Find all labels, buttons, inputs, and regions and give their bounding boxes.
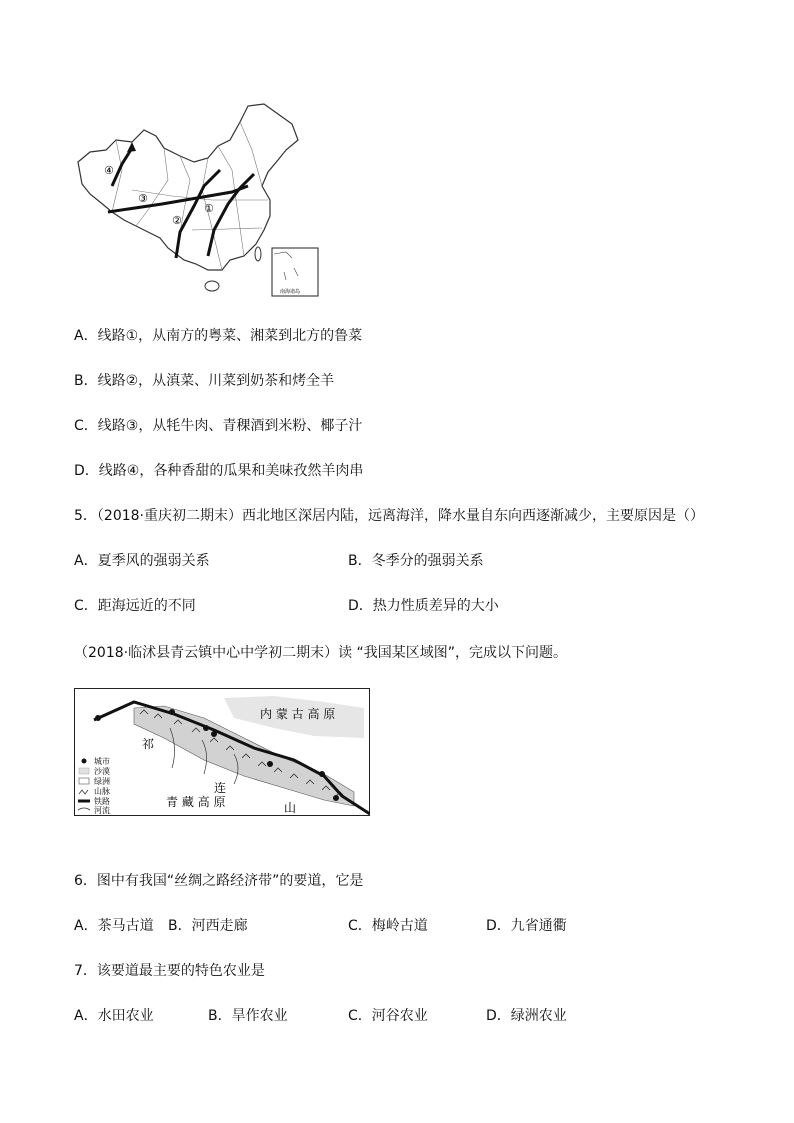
section-intro: （2018·临沭县青云镇中心中学初二期末）读 “我国某区域图”，完成以下问题。 — [74, 645, 568, 661]
q6-option-c: C．梅岭古道 — [348, 918, 428, 934]
hainan-island — [205, 281, 219, 291]
mountain-char-lian: 连 — [214, 781, 227, 795]
legend-label: 山脉 — [94, 787, 110, 796]
q7-option-b: B．旱作农业 — [208, 1008, 288, 1024]
q6-option-b: B．河西走廊 — [168, 918, 248, 934]
q7-option-a: A．水田农业 — [74, 1008, 154, 1024]
legend-label: 沙漠 — [94, 767, 110, 776]
province-lines — [112, 122, 268, 270]
legend-label: 河流 — [94, 806, 110, 815]
option-text: 线路④，各种香甜的瓜果和美味孜然羊肉串 — [98, 463, 364, 479]
inset-label: 南海诸岛 — [280, 289, 301, 295]
question-7-stem: 7．该要道最主要的特色农业是 — [74, 963, 265, 979]
route-4-line — [112, 148, 132, 186]
city-dot — [319, 771, 325, 777]
city-dot — [203, 725, 209, 731]
china-food-routes-map — [72, 100, 322, 300]
q7-option-d: D．绿洲农业 — [486, 1008, 567, 1024]
city-dot — [169, 709, 175, 715]
plateau-north-label: 内 蒙 古 高 原 — [260, 707, 336, 721]
legend-label: 绿洲 — [94, 777, 110, 786]
q6-option-a: A．茶马古道 — [74, 918, 154, 934]
q6-option-d: D．九省通衢 — [486, 918, 567, 934]
mountain-char-shan: 山 — [284, 801, 297, 815]
q5-option-b: B．冬季分的强弱关系 — [348, 553, 484, 569]
question-6-stem: 6．图中有我国“丝绸之路经济带”的要道，它是 — [74, 873, 364, 889]
q7-option-c: C．河谷农业 — [348, 1008, 428, 1024]
option-text: 线路①，从南方的粤菜、湘菜到北方的鲁菜 — [97, 328, 363, 344]
option-label: A． — [74, 328, 98, 344]
city-dot — [95, 715, 101, 721]
hexi-corridor-map — [74, 688, 370, 816]
legend-city-icon — [82, 759, 87, 764]
route-label-1: ① — [204, 202, 214, 215]
route-label-2: ② — [172, 214, 182, 227]
legend-oasis-icon — [79, 778, 89, 784]
city-dot — [333, 795, 339, 801]
q5-option-a: A．夏季风的强弱关系 — [74, 553, 210, 569]
option-label: D． — [74, 463, 99, 479]
option-b — [74, 372, 334, 390]
question-5-stem: 5．（2018·重庆初二期末）西北地区深居内陆，远离海洋，降水量自东向西逐渐减少，主要原因是（） — [74, 508, 704, 524]
map-legend — [76, 750, 126, 815]
legend-label: 铁路 — [94, 797, 110, 806]
option-label: B． — [74, 373, 98, 389]
option-text: 线路②，从滇菜、川菜到奶茶和烤全羊 — [97, 373, 335, 389]
q5-option-d: D．热力性质差异的大小 — [348, 598, 499, 614]
option-a — [74, 327, 362, 345]
option-c — [74, 417, 362, 435]
option-d — [74, 462, 363, 480]
taiwan-island — [255, 247, 261, 261]
q5-option-c: C．距海远近的不同 — [74, 598, 196, 614]
plateau-south-label: 青 藏 高 原 — [166, 795, 226, 809]
city-dot — [211, 731, 217, 737]
china-outline — [78, 104, 298, 270]
mountain-char-qi: 祁 — [142, 737, 155, 751]
option-text: 线路③，从牦牛肉、青稞酒到米粉、椰子汁 — [97, 418, 363, 434]
legend-desert-icon — [79, 768, 89, 774]
route-label-3: ③ — [138, 192, 148, 205]
legend-label: 城市 — [94, 757, 110, 766]
route-4-arrow — [127, 142, 136, 152]
city-dot — [267, 761, 273, 767]
route-label-4: ④ — [104, 164, 114, 177]
option-label: C． — [74, 418, 98, 434]
